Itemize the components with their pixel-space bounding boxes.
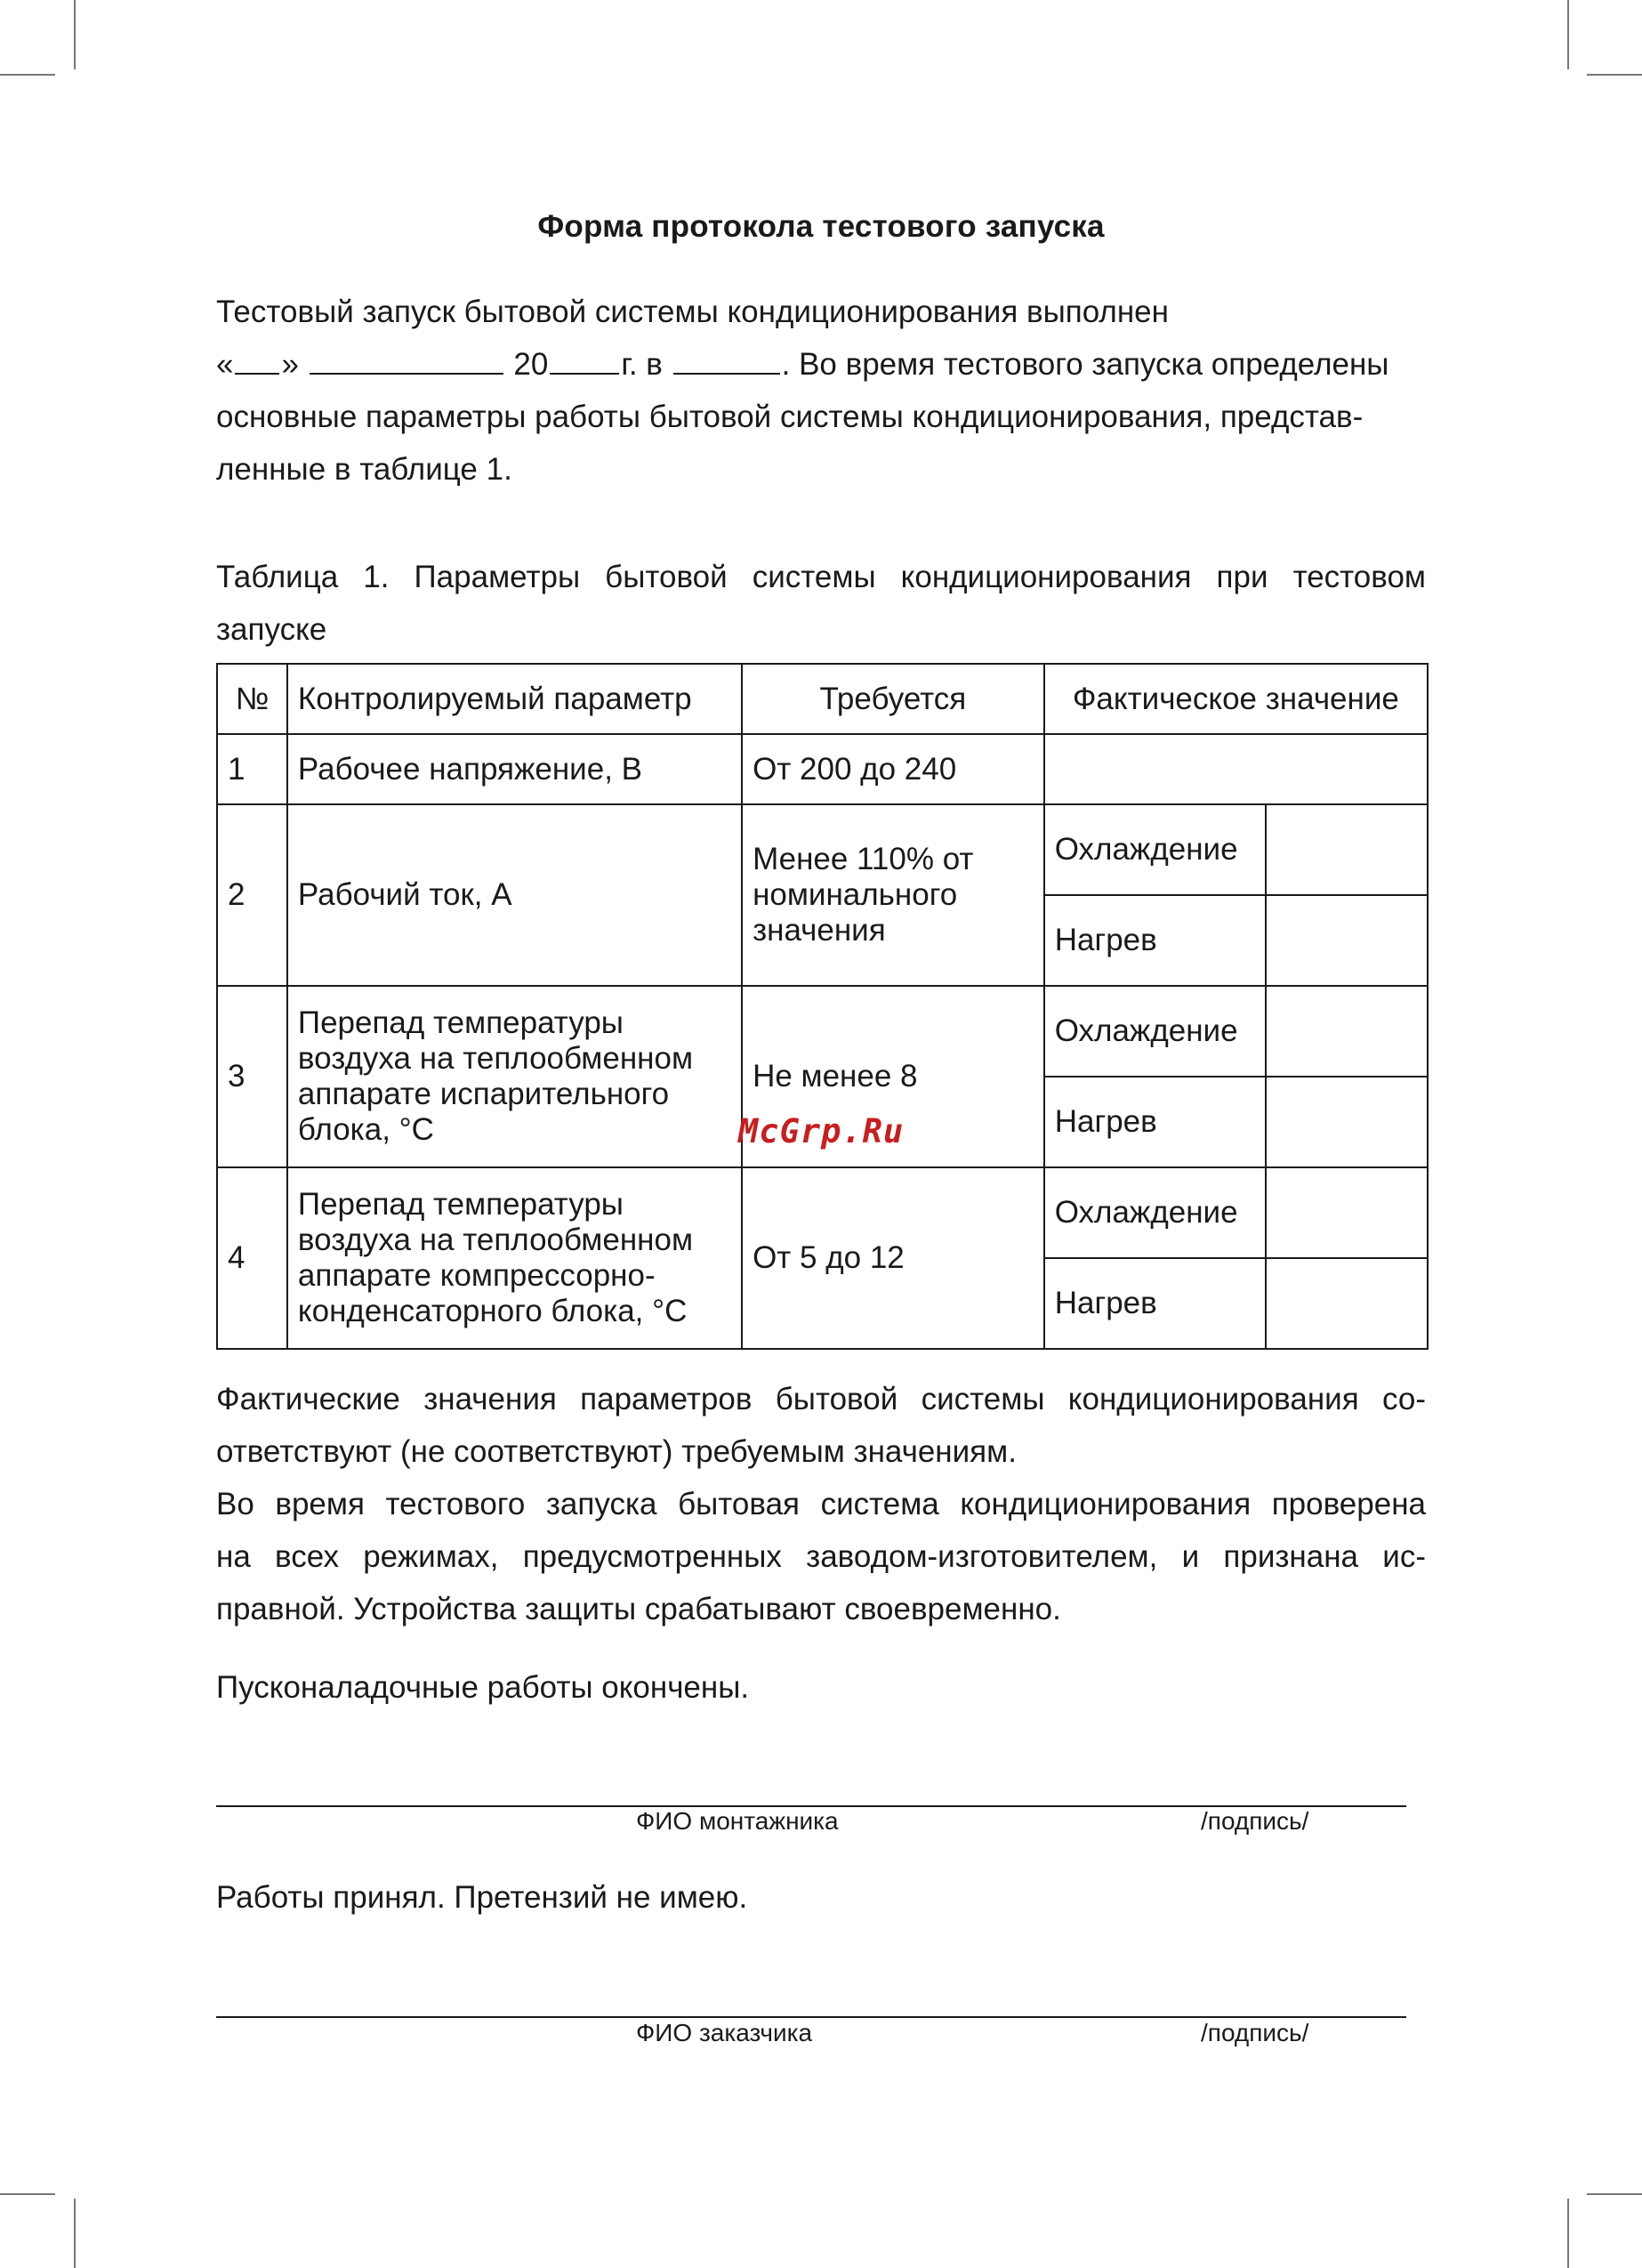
mode-heating: Нагрев xyxy=(1044,1077,1266,1167)
customer-signature-line[interactable] xyxy=(216,2016,1406,2018)
watermark: McGrp.Ru xyxy=(738,1112,905,1150)
header-actual: Фактическое значение xyxy=(1044,664,1428,734)
crop-mark xyxy=(1587,2193,1642,2195)
commissioning-done: Пусконаладочные работы окончены. xyxy=(216,1670,750,1705)
table-row xyxy=(217,804,1428,895)
parameters-table xyxy=(216,663,1429,1350)
year-blank[interactable] xyxy=(550,339,619,375)
year-prefix: 20 xyxy=(513,347,549,382)
actual-value-cell[interactable] xyxy=(1266,1258,1428,1349)
day-blank[interactable] xyxy=(235,339,279,375)
intro-paragraph xyxy=(216,286,1426,496)
actual-value-cell[interactable] xyxy=(1266,895,1428,986)
table-header-row xyxy=(217,664,1428,734)
table-caption xyxy=(216,551,1426,656)
conclusion-line-1: Фактические значения параметров бытовой системы кондиционирования со- xyxy=(216,1382,1426,1416)
row-number: 1 xyxy=(217,734,287,804)
row-number: 3 xyxy=(217,986,287,1167)
row-required: От 5 до 12 xyxy=(742,1167,1044,1349)
crop-mark xyxy=(1567,2199,1569,2268)
page-title: Форма протокола тестового запуска xyxy=(537,209,1105,244)
month-blank[interactable] xyxy=(310,339,503,375)
table-caption-line-2: запуске xyxy=(216,612,327,647)
works-accepted: Работы принял. Претензий не имею. xyxy=(216,1880,748,1915)
mode-heating: Нагрев xyxy=(1044,1258,1266,1349)
header-number: № xyxy=(217,664,287,734)
row-number: 4 xyxy=(217,1167,287,1349)
header-parameter: Контролируемый параметр xyxy=(287,664,742,734)
table-caption-line-1: Таблица 1. Параметры бытовой системы кондиционирования при тестовом xyxy=(216,560,1426,594)
mode-heating: Нагрев xyxy=(1044,895,1266,986)
row-parameter: Перепад температуры воздуха на теплообменном аппарате испарительного блока, °С xyxy=(287,986,742,1167)
intro-line-1: Тестовый запуск бытовой системы кондиционирования выполнен xyxy=(216,295,1169,329)
check-line-2: на всех режимах, предусмотренных заводом-изготовителем, и признана ис- xyxy=(216,1539,1426,1574)
crop-mark xyxy=(74,0,76,69)
customer-name-label: ФИО заказчика xyxy=(636,2019,813,2046)
mode-cooling: Охлаждение xyxy=(1044,1167,1266,1258)
header-required: Требуется xyxy=(742,664,1044,734)
intro-line-2-tail: . Во время тестового запуска определены xyxy=(781,347,1389,382)
installer-name-label: ФИО монтажника xyxy=(636,1807,839,1835)
crop-mark xyxy=(0,74,55,76)
actual-value-cell[interactable] xyxy=(1266,804,1428,895)
crop-mark xyxy=(74,2199,76,2268)
conclusion-paragraph xyxy=(216,1373,1426,1635)
crop-mark xyxy=(0,2193,55,2195)
row-parameter: Рабочий ток, А xyxy=(287,804,742,986)
mode-cooling: Охлаждение xyxy=(1044,986,1266,1077)
conclusion-line-2: ответствуют (не соответствуют) требуемым значениям. xyxy=(216,1434,1017,1469)
check-line-1: Во время тестового запуска бытовая система кондиционирования проверена xyxy=(216,1487,1426,1521)
time-blank[interactable] xyxy=(673,339,780,375)
date-close-quote: » xyxy=(281,347,299,382)
customer-sign-label: /подпись/ xyxy=(1201,2019,1309,2046)
date-open-quote: « xyxy=(216,347,234,382)
row-parameter: Перепад температуры воздуха на теплообменном аппарате компрессорно-конденсаторного блока, °С xyxy=(287,1167,742,1349)
intro-line-2 xyxy=(216,338,1426,391)
table-row xyxy=(217,734,1428,804)
mode-cooling: Охлаждение xyxy=(1044,804,1266,895)
actual-value-cell[interactable] xyxy=(1266,1167,1428,1258)
row-required: От 200 до 240 xyxy=(742,734,1044,804)
year-suffix: г. в xyxy=(621,347,663,382)
row-required: Менее 110% от номинального значения xyxy=(742,804,1044,986)
crop-mark xyxy=(1567,0,1569,69)
installer-sign-label: /подпись/ xyxy=(1201,1807,1309,1835)
actual-value-cell[interactable] xyxy=(1044,734,1428,804)
check-line-3: правной. Устройства защиты срабатывают своевременно. xyxy=(216,1592,1061,1626)
intro-line-3: основные параметры работы бытовой системы кондиционирования, представ- xyxy=(216,400,1364,434)
row-required: Не менее 8 xyxy=(742,986,1044,1167)
row-number: 2 xyxy=(217,804,287,986)
crop-mark xyxy=(1587,74,1642,76)
row-parameter: Рабочее напряжение, В xyxy=(287,734,742,804)
actual-value-cell[interactable] xyxy=(1266,1077,1428,1167)
intro-line-4: ленные в таблице 1. xyxy=(216,452,512,487)
table-row xyxy=(217,1167,1428,1258)
actual-value-cell[interactable] xyxy=(1266,986,1428,1077)
table-row xyxy=(217,986,1428,1077)
